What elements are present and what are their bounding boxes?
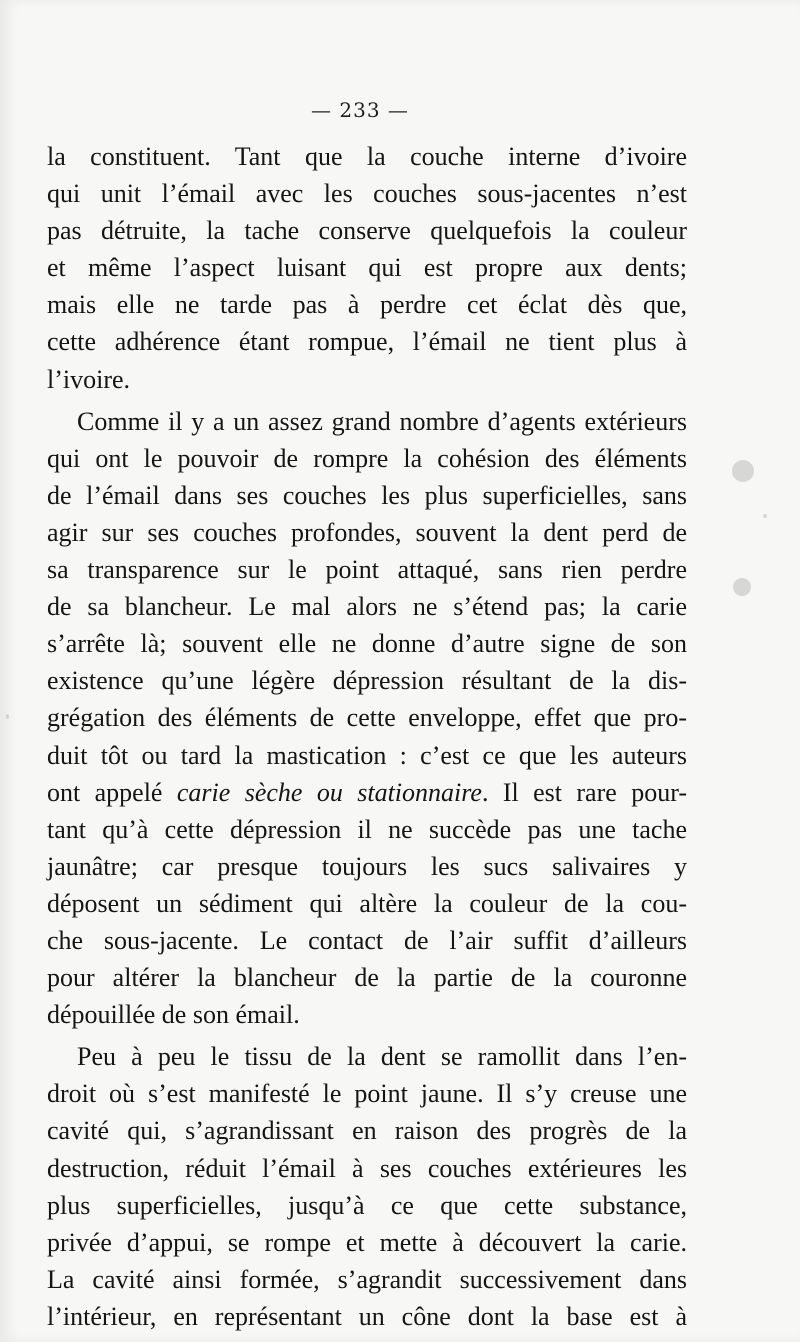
text-line: droit où s’est manifesté le point jaune. Il s’y creuse une	[47, 1079, 687, 1109]
text-line: qui ont le pouvoir de rompre la cohésion des éléments	[47, 443, 687, 473]
text-line: duit tôt ou tard la mastication : c’est ce que les auteurs	[47, 740, 687, 770]
text-line: cette adhérence étant rompue, l’émail ne tient plus à	[47, 327, 687, 357]
text-line: sa transparence sur le point attaqué, sans rien perdre	[47, 555, 687, 585]
text-line: agir sur ses couches profondes, souvent la dent perd de	[47, 517, 687, 547]
text-line: privée d’appui, se rompe et mette à découvert la carie.	[47, 1227, 687, 1257]
scan-speck	[732, 460, 754, 482]
text-line: s’arrête là; souvent elle ne donne d’autre signe de son	[47, 629, 687, 659]
page-number: — 233 —	[311, 98, 409, 122]
italic-term: carie sèche ou stationnaire	[176, 777, 482, 807]
scan-speck	[733, 578, 751, 596]
text-line-with-italic	[47, 774, 687, 811]
scan-speck	[6, 714, 9, 719]
text-line: jaunâtre; car presque toujours les sucs salivaires y	[47, 851, 687, 881]
text-line: de sa blancheur. Le mal alors ne s’étend pas; la carie	[47, 592, 687, 622]
text-line: mais elle ne tarde pas à perdre cet éclat dès que,	[47, 290, 687, 320]
text-line: plus superficielles, jusqu’à ce que cette substance,	[47, 1190, 687, 1220]
text-line: cavité qui, s’agrandissant en raison des progrès de la	[47, 1116, 687, 1146]
text-line: che sous-jacente. Le contact de l’air suffit d’ailleurs	[47, 925, 687, 955]
text-line: et même l’aspect luisant qui est propre aux dents;	[47, 253, 687, 283]
text-line: qui unit l’émail avec les couches sous-jacentes n’est	[47, 179, 687, 209]
text-line: tant qu’à cette dépression il ne succède pas une tache	[47, 814, 687, 844]
text-line: Peu à peu le tissu de la dent se ramollit dans l’en-	[77, 1042, 687, 1072]
text-segment: ont appelé	[47, 777, 177, 807]
scan-speck	[763, 514, 767, 518]
text-line: déposent un sédiment qui altère la couleur de la cou-	[47, 888, 687, 918]
text-line: l’intérieur, en représentant un cône dont la base est à	[47, 1301, 687, 1331]
text-line: pour altérer la blancheur de la partie de la couronne	[47, 963, 687, 993]
text-line: pas détruite, la tache conserve quelquefois la couleur	[47, 216, 687, 246]
text-line: Comme il y a un assez grand nombre d’agents extérieurs	[77, 406, 687, 436]
text-line: de l’émail dans ses couches les plus superficielles, sans	[47, 480, 687, 510]
body-text	[47, 138, 687, 1335]
text-line: l’ivoire.	[47, 364, 131, 394]
text-line: la constituent. Tant que la couche interne d’ivoire	[47, 142, 687, 171]
text-line: existence qu’une légère dépression résultant de la dis-	[47, 666, 687, 696]
text-segment: . Il est rare pour-	[481, 777, 687, 807]
text-line: grégation des éléments de cette enveloppe, effet que pro-	[47, 703, 687, 733]
text-line: destruction, réduit l’émail à ses couches extérieures les	[47, 1153, 687, 1183]
text-line: La cavité ainsi formée, s’agrandit successivement dans	[47, 1264, 687, 1294]
text-line: dépouillée de son émail.	[47, 1000, 300, 1030]
